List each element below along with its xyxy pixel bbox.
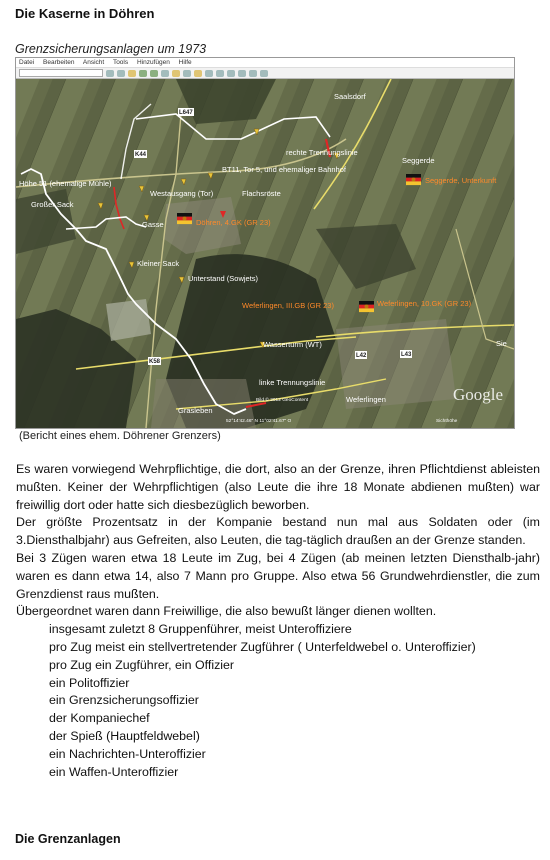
save-image-icon[interactable] [249,70,257,77]
maps-icon[interactable] [260,70,268,77]
list-item: der Spieß (Hauptfeldwebel) [49,728,200,743]
search-input[interactable] [19,69,103,77]
list-item: pro Zug ein Zugführer, ein Offizier [49,657,235,672]
sidebar-icon[interactable] [117,70,125,77]
tour-icon[interactable] [172,70,180,77]
menu-bar [16,58,514,67]
paragraph: Übergeordnet waren dann Freiwillige, die also bewußt länger dienen wollten. [16,604,437,619]
map-label: Unterstand (Sowjets) [188,274,259,283]
map-label: Saalsdorf [334,92,366,101]
eye-altitude-label: Sichthöhe [436,419,458,424]
map-label: Kleiner Sack [137,259,180,268]
map-label: Weferlingen, III.GB (GR 23) [242,301,334,310]
map-label: Döhren, 4.GK (GR 23) [196,218,271,227]
overlay-icon[interactable] [161,70,169,77]
list-item: insgesamt zuletzt 8 Gruppenführer, meist Unteroffiziere [49,622,352,637]
staff-list [16,621,540,781]
map-label: Großer Sack [31,200,74,209]
road-label-l647: L647 [179,110,193,116]
polygon-icon[interactable] [139,70,147,77]
map-label: Seggerde, Unterkunft [425,176,497,185]
road-label-k44: K44 [135,152,147,158]
map-label: Flachsröste [242,189,281,198]
list-item: ein Politoffizier [49,675,130,690]
coordinates-readout: 52°14'42.46" N 11°02'41.67" O [226,419,292,424]
menu-item-ansicht[interactable]: Ansicht [82,59,105,66]
map-label: Grasleben [178,406,213,415]
history-icon[interactable] [183,70,191,77]
figure-title: Grenzsicherungsanlagen um 1973 [15,42,207,56]
flag-icon[interactable] [406,174,421,185]
imagery-credit: Bild © 2012 GeoContent [256,398,309,403]
menu-item-bearbeiten[interactable]: Bearbeiten [43,59,75,66]
flag-icon[interactable] [359,301,374,312]
map-label: Wasserturm (WT) [263,340,322,349]
map-label: BT11, Tor 5, und ehemaliger Bahnhof [222,165,346,174]
list-item: ein Waffen-Unteroffizier [49,764,179,779]
paragraph: Bei 3 Zügen waren etwa 18 Leute im Zug, bei 4 Zügen (ab meinen letzten Diensthalb-jahr) waren es dann etwa 14, also 7 Mann pro Gruppe. Also etwa 56 Grundwehrdienstler, die zum Grenzdienst raus mußten. [16,550,540,601]
road-label-l43: L43 [401,352,412,358]
menu-item-hilfe[interactable]: Hilfe [178,59,192,66]
article-body [16,461,540,781]
list-item: pro Zug meist ein stellvertretender Zugführer ( Unterfeldwebel o. Unteroffizier) [49,639,476,654]
menu-item-tools[interactable]: Tools [112,59,129,66]
map-label: Gasse [142,220,164,229]
ruler-icon[interactable] [216,70,224,77]
map-label: rechte Trennungslinie [286,148,358,157]
section-heading: Die Grenzanlagen [15,832,121,846]
toolbar [16,67,514,79]
placemark-icon[interactable] [128,70,136,77]
list-item: der Kompaniechef [49,711,150,726]
page-title: Die Kaserne in Döhren [15,6,155,21]
map-label: Sie [496,339,507,348]
map-label: Weferlingen, 10.GK (GR 23) [377,299,472,308]
menu-item-hinzufuegen[interactable]: Hinzufügen [136,59,170,66]
map-label: Westausgang (Tor) [150,189,214,198]
map-view[interactable] [16,79,514,428]
list-item: ein Nachrichten-Unteroffizier [49,746,206,761]
paragraph: Der größte Prozentsatz in der Kompanie bestand nun mal aus Soldaten oder (im 3.Diensthalbjahr) aus Gefreiten, also Leuten, die tag-täglich draußen an der Grenze standen. [16,515,540,548]
menu-item-datei[interactable]: Datei [19,59,35,66]
planet-icon[interactable] [205,70,213,77]
map-label: Seggerde [402,156,435,165]
print-icon[interactable] [238,70,246,77]
road-label-l42: L42 [356,353,367,359]
path-icon[interactable] [150,70,158,77]
google-logo: Google [453,385,504,404]
paragraph: Es waren vorwiegend Wehrpflichtige, die dort, also an der Grenze, ihren Pflichtdienst ableisten mußten. Keiner der Wehrpflichtigen (also Leute die ihre 18 Monate abdienen mußten) war freiwillig dort oder hatte sich diesbezüglich beworben. [16,462,540,512]
figure-caption: (Bericht eines ehem. Döhrener Grenzers) [19,430,221,442]
satellite-map[interactable] [16,79,514,428]
flag-icon[interactable] [177,213,192,224]
list-item: ein Grenzsicherungsoffizier [49,693,199,708]
road-label-k58: K58 [149,359,161,365]
map-label: Höhe 51 (ehemalige Mühle) [19,179,112,188]
map-window [15,57,515,429]
email-icon[interactable] [227,70,235,77]
map-label: linke Trennungslinie [259,378,326,387]
map-label: Weferlingen [346,395,386,404]
search-icon[interactable] [106,70,114,77]
sun-icon[interactable] [194,70,202,77]
